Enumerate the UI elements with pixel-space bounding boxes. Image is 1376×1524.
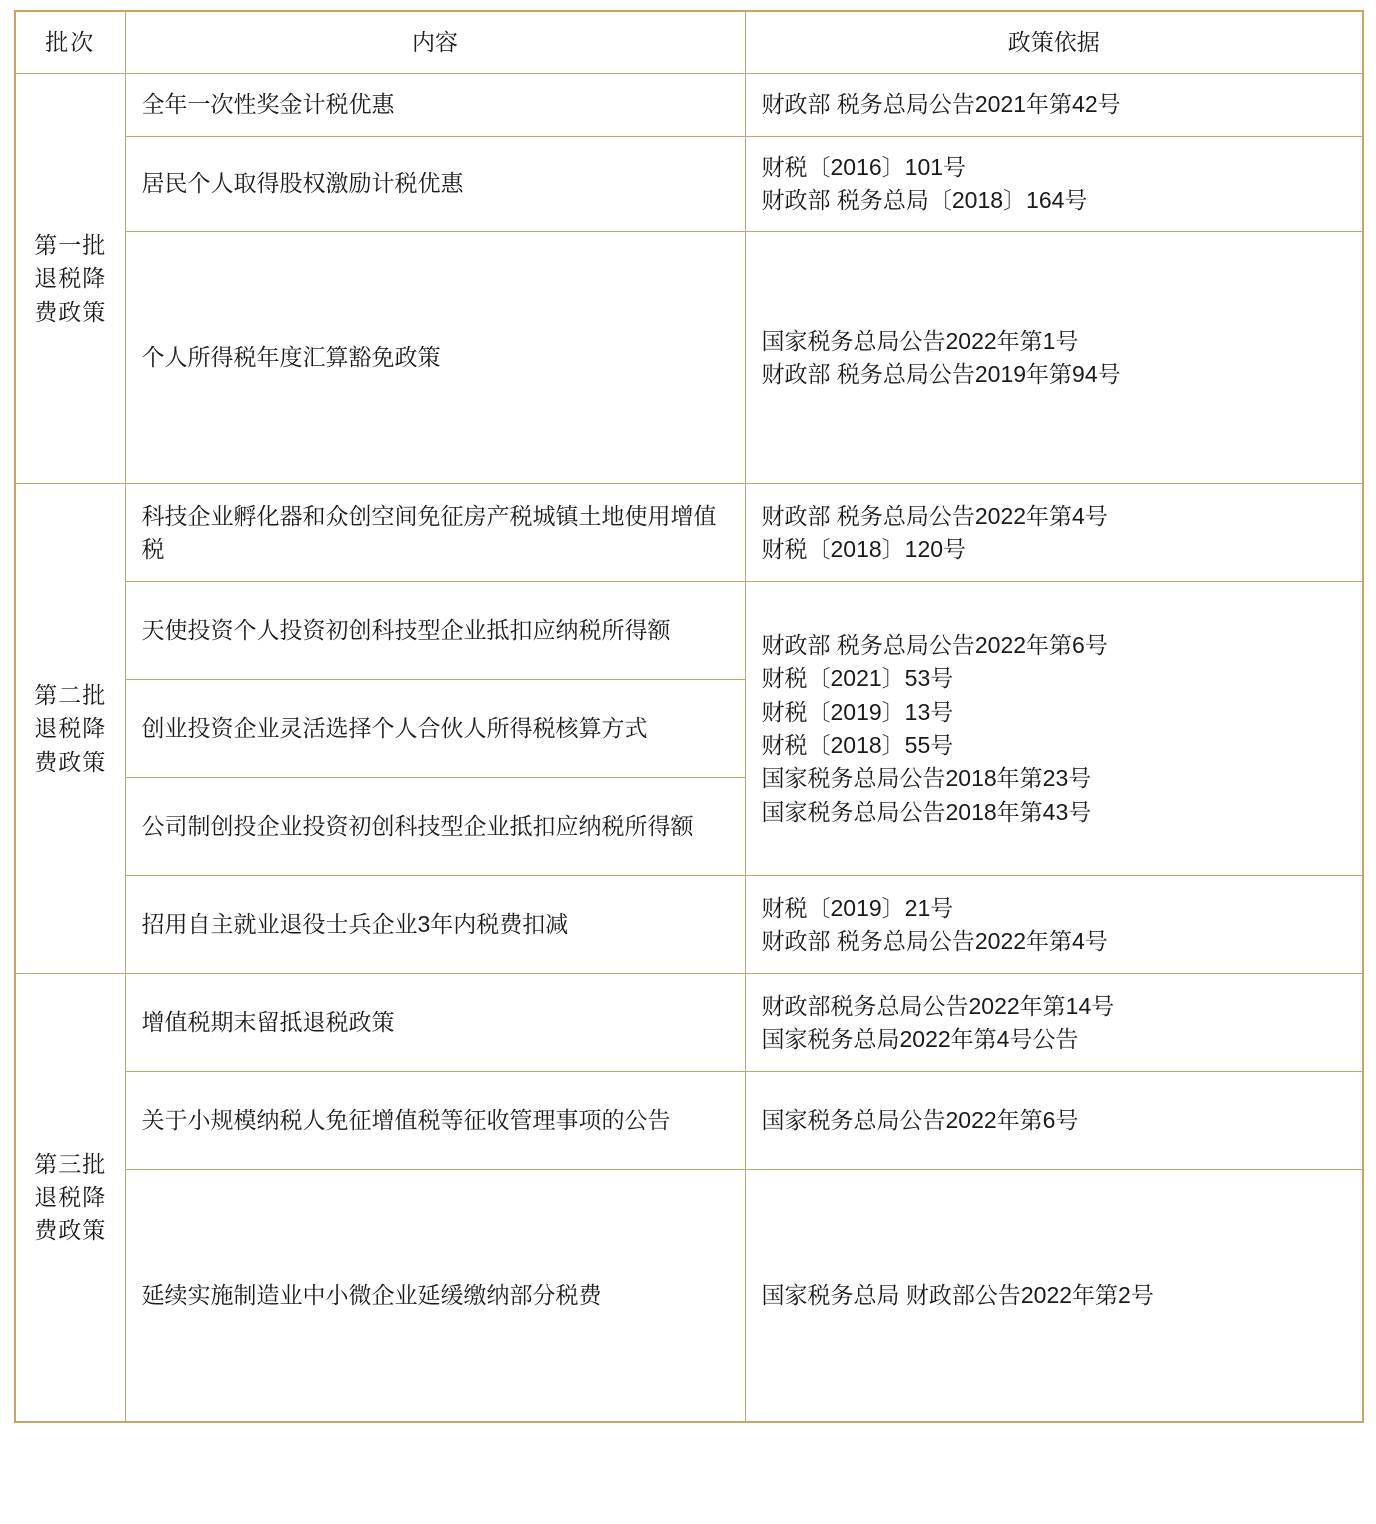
- policy-line: 国家税务总局公告2018年第43号: [761, 798, 1092, 825]
- policy-line: 国家税务总局 财政部公告2022年第2号: [761, 1281, 1154, 1308]
- content-cell: 创业投资企业灵活选择个人合伙人所得税核算方式: [125, 680, 745, 778]
- policy-cell: [745, 1072, 1363, 1170]
- policy-line: 财政部 税务总局公告2022年第4号: [761, 502, 1108, 529]
- policy-cell: [745, 1170, 1363, 1422]
- content-cell: 全年一次性奖金计税优惠: [125, 74, 745, 136]
- policy-line: 财政部 税务总局公告2022年第4号: [761, 927, 1108, 954]
- policy-line: 国家税务总局公告2018年第23号: [761, 765, 1092, 792]
- policy-line: 财税〔2018〕55号: [761, 731, 954, 758]
- column-header-batch: 批次: [15, 11, 125, 74]
- policy-line: 财政部税务总局公告2022年第14号: [761, 992, 1115, 1019]
- policy-line: 财政部 税务总局公告2019年第94号: [761, 360, 1121, 387]
- policy-line: 国家税务总局公告2022年第1号: [761, 327, 1079, 354]
- content-cell: 增值税期末留抵退税政策: [125, 974, 745, 1072]
- policy-line: 国家税务总局公告2022年第6号: [761, 1107, 1079, 1134]
- policy-line: 财税〔2019〕13号: [761, 698, 954, 725]
- batch-group-2-label: 第二批退税降费政策: [15, 484, 125, 974]
- table-header: [15, 11, 1363, 74]
- content-cell: 天使投资个人投资初创科技型企业抵扣应纳税所得额: [125, 582, 745, 680]
- policy-line: 国家税务总局2022年第4号公告: [761, 1025, 1079, 1052]
- content-cell: 科技企业孵化器和众创空间免征房产税城镇土地使用增值税: [125, 484, 745, 582]
- content-cell: 关于小规模纳税人免征增值税等征收管理事项的公告: [125, 1072, 745, 1170]
- column-header-policy: 政策依据: [745, 11, 1363, 74]
- table-row: [15, 1170, 1363, 1422]
- content-cell: 个人所得税年度汇算豁免政策: [125, 232, 745, 484]
- policy-line: 财税〔2019〕21号: [761, 894, 954, 921]
- content-cell: 延续实施制造业中小微企业延缓缴纳部分税费: [125, 1170, 745, 1422]
- policy-cell: [745, 876, 1363, 974]
- policy-line: 财税〔2016〕101号: [761, 153, 967, 180]
- content-cell: 居民个人取得股权激励计税优惠: [125, 136, 745, 232]
- batch-group-1-label: 第一批退税降费政策: [15, 74, 125, 484]
- policy-cell: [745, 136, 1363, 232]
- content-cell: 公司制创投企业投资初创科技型企业抵扣应纳税所得额: [125, 778, 745, 876]
- table-row: [15, 876, 1363, 974]
- batch-group-3-label: 第三批退税降费政策: [15, 974, 125, 1422]
- policy-cell: [745, 74, 1363, 136]
- table-row: [15, 582, 1363, 680]
- tax-policy-table: [14, 10, 1364, 1423]
- policy-line: 财政部 税务总局〔2018〕164号: [761, 187, 1088, 214]
- policy-line: 财政部 税务总局公告2021年第42号: [761, 91, 1121, 118]
- policy-cell: [745, 232, 1363, 484]
- table-row: [15, 136, 1363, 232]
- column-header-content: 内容: [125, 11, 745, 74]
- table-body: [15, 74, 1363, 1422]
- policy-cell: [745, 484, 1363, 582]
- table-row: [15, 484, 1363, 582]
- header-row: [15, 11, 1363, 74]
- table-row: [15, 1072, 1363, 1170]
- policy-line: 财税〔2021〕53号: [761, 665, 954, 692]
- policy-line: 财税〔2018〕120号: [761, 535, 967, 562]
- table-row: [15, 974, 1363, 1072]
- table-row: [15, 74, 1363, 136]
- table-row: [15, 232, 1363, 484]
- content-cell: 招用自主就业退役士兵企业3年内税费扣减: [125, 876, 745, 974]
- policy-cell-merged: [745, 582, 1363, 876]
- policy-line: 财政部 税务总局公告2022年第6号: [761, 631, 1108, 658]
- policy-cell: [745, 974, 1363, 1072]
